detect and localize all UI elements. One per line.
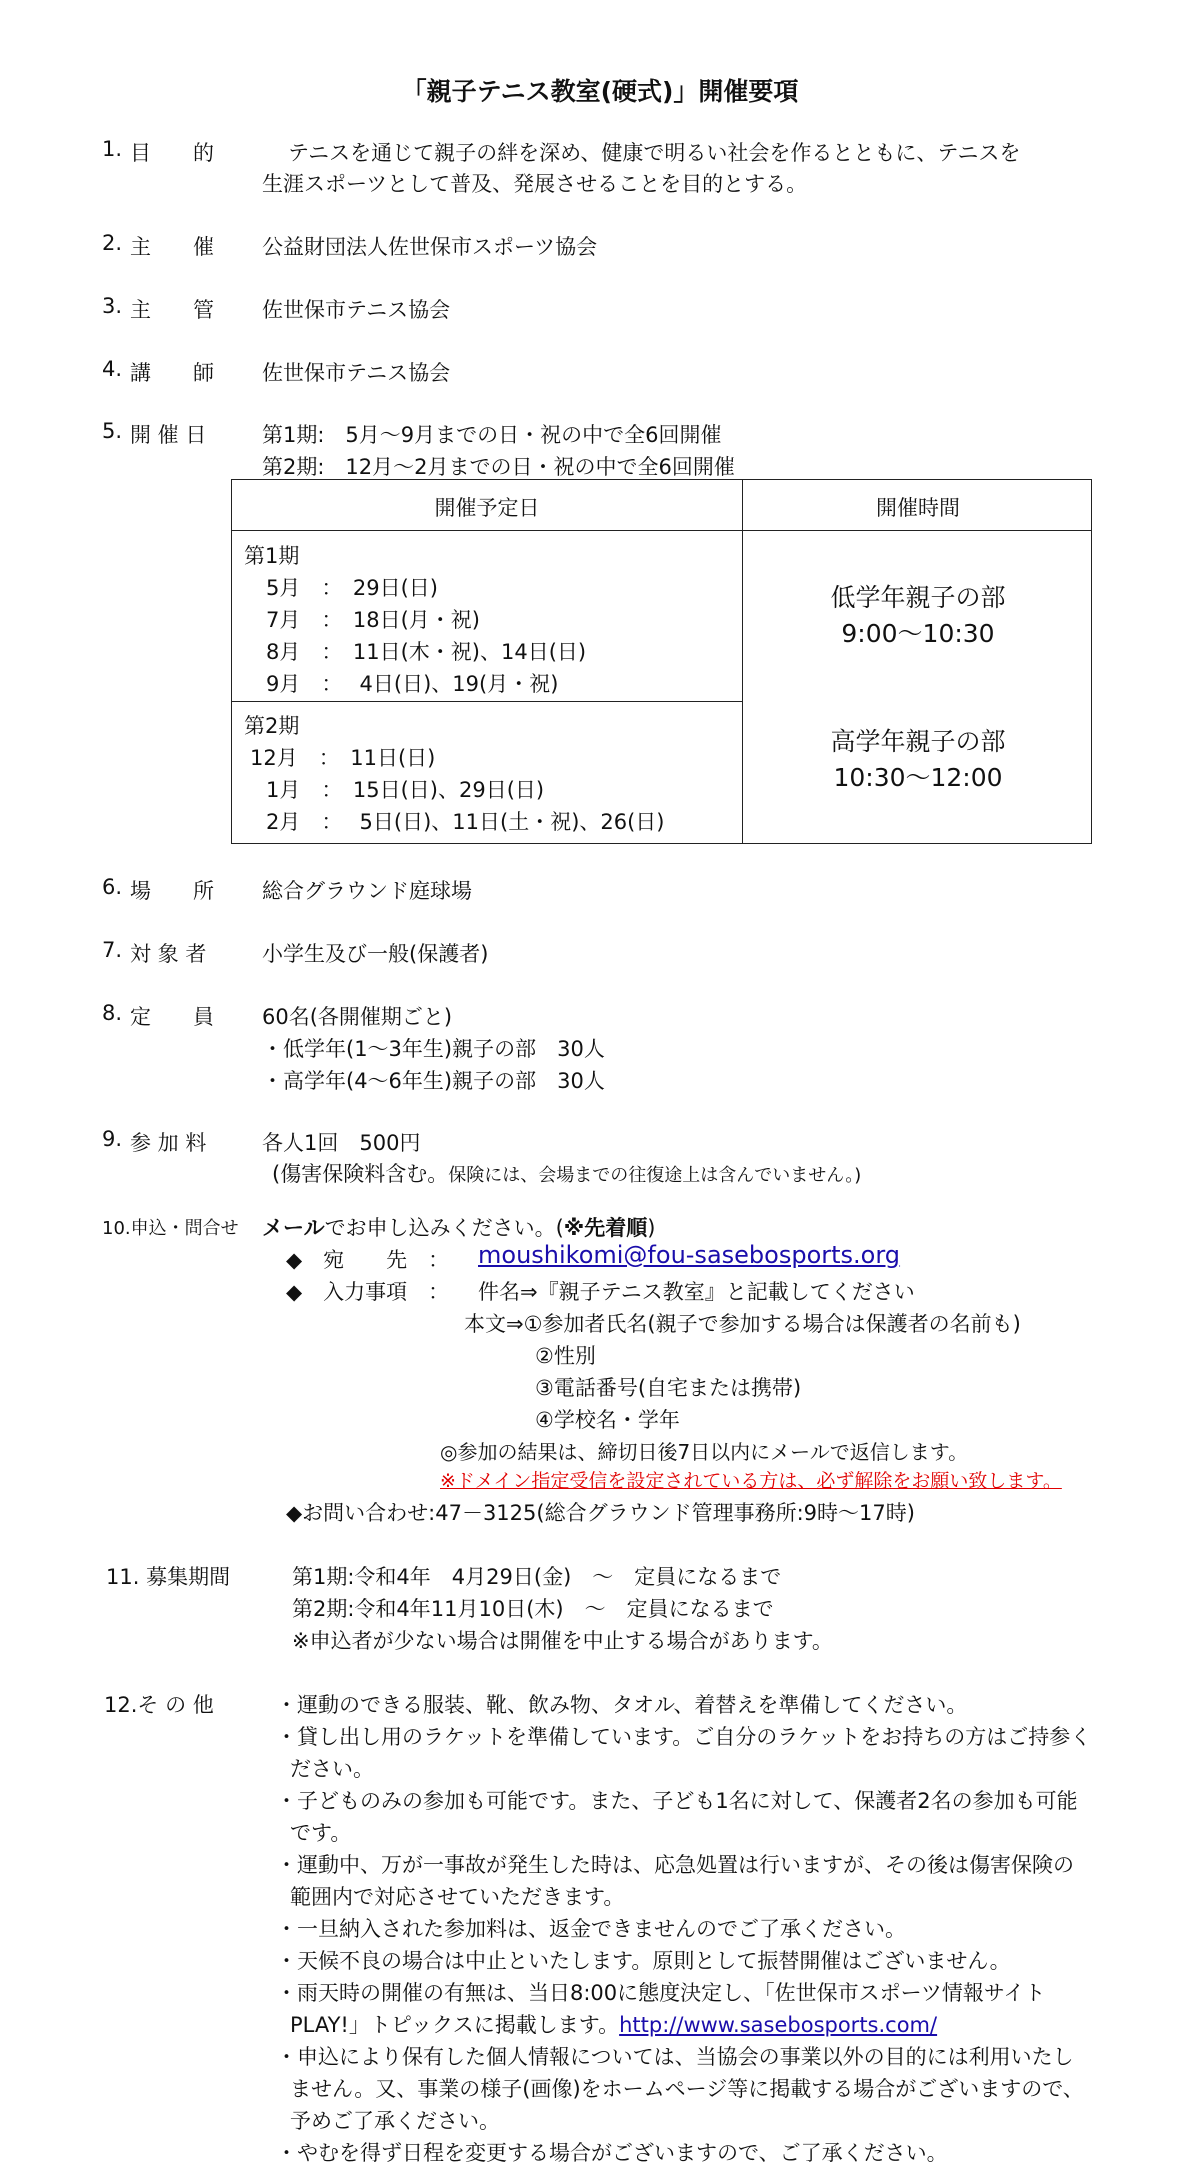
section-9-label: 参 加 料 (130, 1131, 207, 1155)
section-3-number: 3. (102, 294, 123, 318)
section-4-number: 4. (102, 357, 123, 381)
section-12-label: 12.そ の 他 (104, 1693, 214, 1717)
section-4-label: 講 師 (130, 361, 214, 385)
address-label: ◆ 宛 先 ： (286, 1248, 450, 1272)
time-low-value: 9:00～10:30 (841, 619, 995, 648)
page-title: 「親子テニス教室(硬式)」開催要項 (401, 77, 799, 106)
email-link[interactable]: moushikomi@fou-sasebosports.org (478, 1241, 901, 1269)
section-9-text: 各人1回 500円 (262, 1131, 421, 1155)
term-1-row: 7月 ： 18日(月・祝) (266, 608, 480, 632)
term-2-row: 12月 ： 11日(日) (250, 746, 436, 770)
other-item-continued (290, 2009, 937, 2039)
capacity-upper-grade: ・高学年(4～6年生)親子の部 30人 (262, 1069, 605, 1093)
other-item: ・運動のできる服装、靴、飲み物、タオル、着替えを準備してください。 (276, 1693, 968, 1717)
first-come-note: ※先着順 (563, 1216, 648, 1240)
section-9-number: 9. (102, 1127, 123, 1151)
period-2-text: 第2期: 12月～2月までの日・祝の中で全6回開催 (262, 455, 735, 479)
intro-close: ) (647, 1216, 656, 1240)
intro-text: でお申し込みください。( (324, 1216, 564, 1240)
time-high-value: 10:30～12:00 (833, 763, 1003, 792)
section-4-text: 佐世保市テニス協会 (262, 361, 451, 385)
mail-keyword: メール (262, 1216, 325, 1240)
body-item-4: ④学校名・学年 (535, 1408, 680, 1432)
body-item-3: ③電話番号(自宅または携帯) (535, 1376, 802, 1400)
section-6-text: 総合グラウンド庭球場 (262, 879, 472, 903)
term-2-row: 1月 ： 15日(日)、29日(日) (266, 778, 545, 802)
domain-warning: ※ドメイン指定受信を設定されている方は、必ず解除をお願い致します。 (440, 1470, 1062, 1492)
term-1-label: 第1期 (244, 544, 300, 568)
other-item: ・運動中、万が一事故が発生した時は、応急処置は行いますが、その後は傷害保険の (276, 1853, 1074, 1877)
other-item-continued: 範囲内で対応させていただきます。 (290, 1885, 625, 1909)
contact-info: ◆お問い合わせ:47－3125(総合グラウンド管理事務所:9時～17時) (286, 1501, 915, 1525)
application-intro (262, 1212, 655, 1242)
subject-instruction: 件名⇒『親子テニス教室』と記載してください (478, 1280, 915, 1304)
period-1-text: 第1期: 5月～9月までの日・祝の中で全6回開催 (262, 423, 722, 447)
term-1-row: 5月 ： 29日(日) (266, 576, 438, 600)
other-item: ・雨天時の開催の有無は、当日8:00に態度決定し、「佐世保市スポーツ情報サイト (276, 1981, 1046, 2005)
recruit-period-1: 第1期:令和4年 4月29日(金) ～ 定員になるまで (292, 1565, 782, 1589)
other-item: ・申込により保有した個人情報については、当協会の事業以外の目的には利用いたし (276, 2045, 1074, 2069)
entry-items-label: ◆ 入力事項 ： (286, 1280, 450, 1304)
term-1-row: 8月 ： 11日(木・祝)、14日(日) (266, 640, 587, 664)
section-11-label: 11. 募集期間 (106, 1565, 231, 1589)
other-item: ・貸し出し用のラケットを準備しています。ご自分のラケットをお持ちの方はご持参く (276, 1725, 1092, 1749)
section-10-label: 10.申込・問合せ (102, 1218, 239, 1239)
section-7-number: 7. (102, 938, 123, 962)
other-item: ・やむを得ず日程を変更する場合がございますので、ご了承ください。 (276, 2141, 948, 2165)
cancellation-note: ※申込者が少ない場合は開催を中止する場合があります。 (292, 1629, 833, 1653)
website-link[interactable]: http://www.sasebosports.com/ (619, 2013, 938, 2037)
section-7-text: 小学生及び一般(保護者) (262, 942, 489, 966)
other-item: ・一旦納入された参加料は、返金できませんのでご了承ください。 (276, 1917, 906, 1941)
section-1-text-continued: 生涯スポーツとして普及、発展させることを目的とする。 (262, 172, 808, 196)
other-item-continued: ださい。 (290, 1757, 374, 1781)
section-7-label: 対 象 者 (130, 942, 207, 966)
other-item-continued: 予めご了承ください。 (290, 2109, 500, 2133)
fee-note-detail: 保険には、会場までの往復途上は含んでいません。) (448, 1165, 862, 1186)
section-2-label: 主 催 (130, 235, 214, 259)
section-1-label: 目 的 (130, 141, 214, 165)
other-item-continued: です。 (290, 1821, 352, 1845)
result-notice: ◎参加の結果は、締切日後7日以内にメールで返信します。 (440, 1440, 969, 1464)
section-8-text: 60名(各開催期ごと) (262, 1005, 453, 1029)
play-topics-text: PLAY!」トピックスに掲載します。 (290, 2013, 620, 2037)
header-time: 開催時間 (876, 496, 960, 520)
fee-note-main: (傷害保険料含む。 (272, 1162, 449, 1186)
term-2-row: 2月 ： 5日(日)、11日(土・祝)、26(日) (266, 810, 665, 834)
section-3-text: 佐世保市テニス協会 (262, 298, 451, 322)
section-1-number: 1. (102, 137, 123, 161)
recruit-period-2: 第2期:令和4年11月10日(木) ～ 定員になるまで (292, 1597, 774, 1621)
other-item: ・子どものみの参加も可能です。また、子ども1名に対して、保護者2名の参加も可能 (276, 1789, 1078, 1813)
term-2-label: 第2期 (244, 714, 300, 738)
section-5-label: 開 催 日 (130, 423, 207, 447)
body-item-2: ②性別 (535, 1344, 596, 1368)
table-divider (232, 701, 742, 702)
section-6-number: 6. (102, 875, 123, 899)
header-date: 開催予定日 (434, 496, 540, 520)
other-item-continued: ません。又、事業の様子(画像)をホームページ等に掲載する場合がございますので、 (290, 2077, 1084, 2101)
term-1-row: 9月 ： 4日(日)、19(月・祝) (266, 672, 559, 696)
schedule-table (231, 479, 1092, 844)
time-low-label: 低学年親子の部 (830, 583, 1006, 612)
section-2-text: 公益財団法人佐世保市スポーツ協会 (262, 235, 598, 259)
table-divider (232, 530, 1091, 531)
section-8-number: 8. (102, 1001, 123, 1025)
fee-note (272, 1158, 861, 1188)
section-6-label: 場 所 (130, 879, 214, 903)
section-3-label: 主 管 (130, 298, 214, 322)
body-item-1: 本文⇒①参加者氏名(親子で参加する場合は保護者の名前も) (464, 1312, 1021, 1336)
section-5-number: 5. (102, 419, 123, 443)
section-1-text: テニスを通じて親子の絆を深め、健康で明るい社会を作るとともに、テニスを (288, 141, 1021, 165)
other-item: ・天候不良の場合は中止といたします。原則として振替開催はございません。 (276, 1949, 1011, 1973)
section-2-number: 2. (102, 231, 123, 255)
section-8-label: 定 員 (130, 1005, 214, 1029)
time-high-label: 高学年親子の部 (830, 727, 1006, 756)
capacity-lower-grade: ・低学年(1～3年生)親子の部 30人 (262, 1037, 605, 1061)
